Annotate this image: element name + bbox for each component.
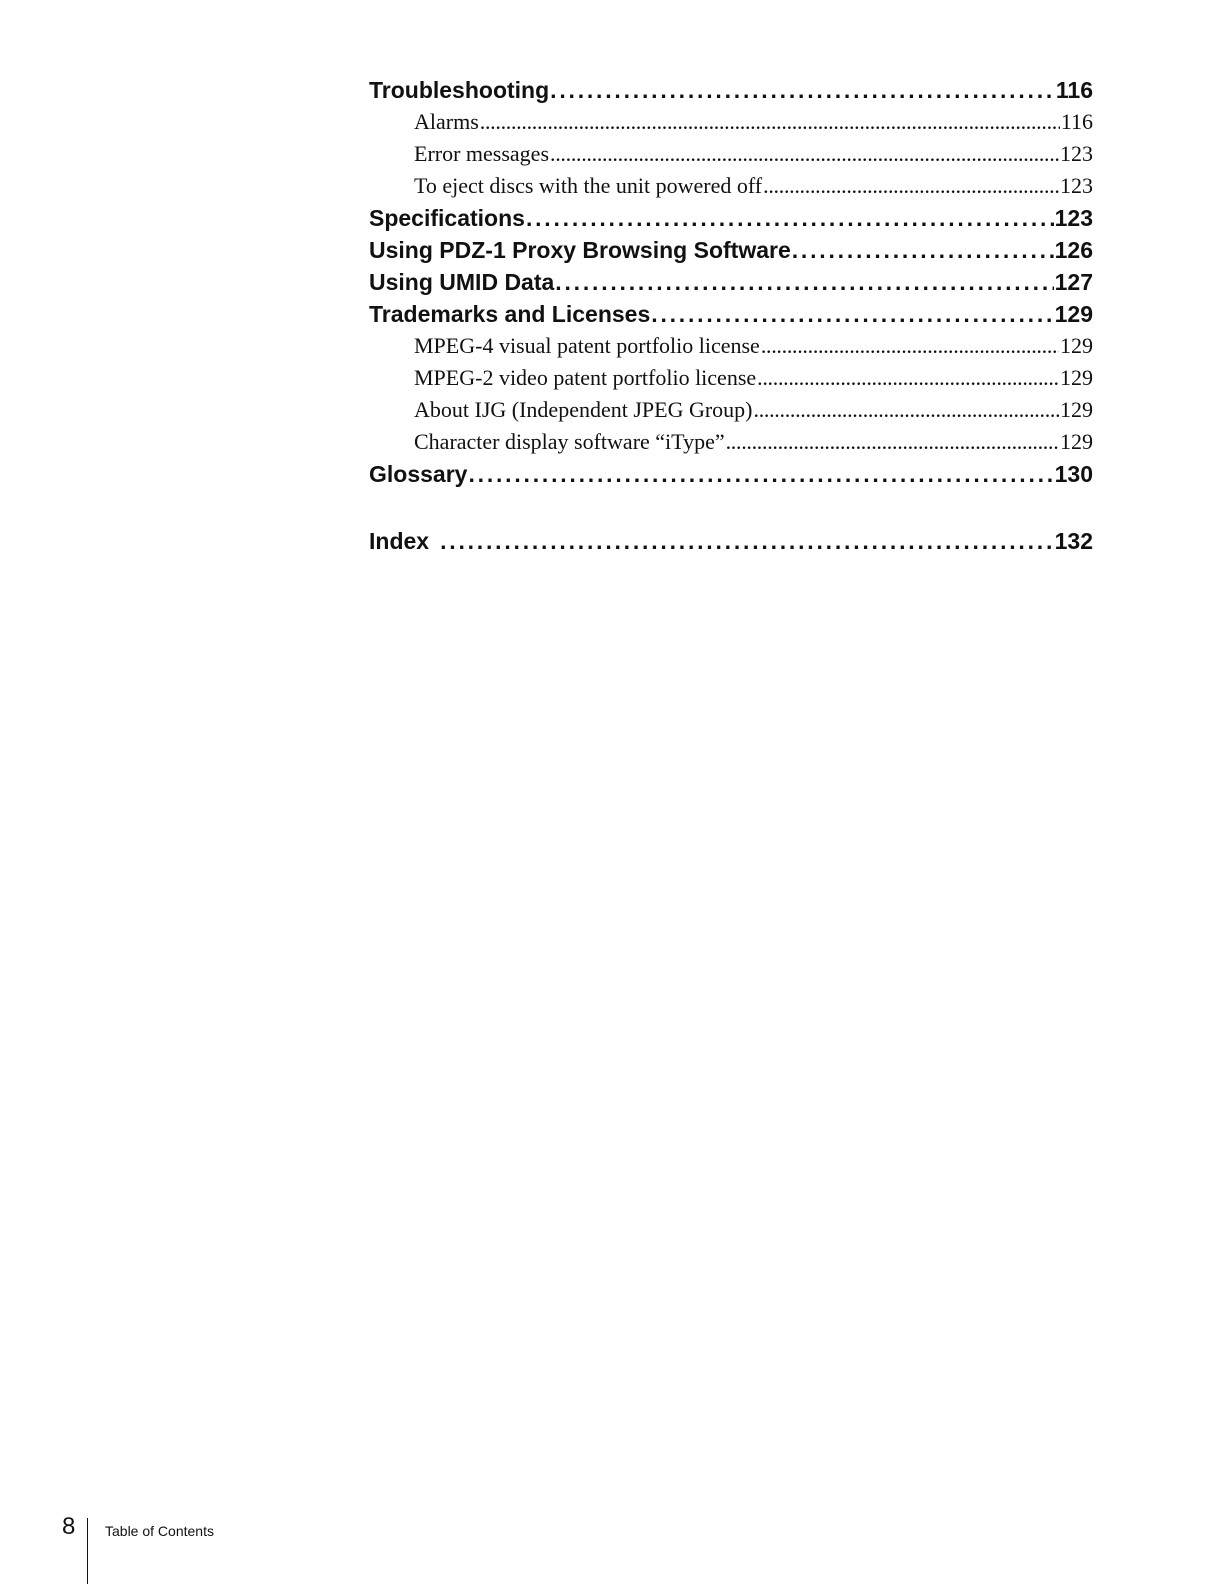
dot-leader <box>651 298 1053 330</box>
footer-divider <box>87 1518 88 1584</box>
toc-entry-title: Error messages <box>414 141 550 166</box>
toc-entry-title: MPEG-2 video patent portfolio license <box>414 365 757 390</box>
toc-entry-title: Using PDZ-1 Proxy Browsing Software <box>369 237 791 263</box>
toc-entry-title: Troubleshooting <box>369 77 550 103</box>
toc-entry-alarms[interactable] <box>369 106 1093 138</box>
dot-leader <box>761 330 1059 362</box>
toc-entry-page: 129 <box>1060 365 1093 390</box>
toc-entry-trademarks[interactable] <box>369 298 1093 330</box>
toc-entry-page: 126 <box>1054 237 1093 263</box>
toc-entry-page: 130 <box>1054 461 1093 487</box>
toc-entry-specifications[interactable] <box>369 202 1093 234</box>
toc-entry-title: Index <box>369 528 430 554</box>
toc-entry-ijg[interactable] <box>369 394 1093 426</box>
page-footer <box>0 1510 1220 1584</box>
dot-leader <box>555 266 1053 298</box>
toc-entry-title: Alarms <box>414 109 479 134</box>
dot-leader <box>763 170 1059 202</box>
toc-entry-title: Trademarks and Licenses <box>369 301 651 327</box>
toc-entry-title: Using UMID Data <box>369 269 555 295</box>
toc-entry-eject-discs[interactable] <box>369 170 1093 202</box>
dot-leader <box>550 74 1055 106</box>
toc-entry-pdz-1[interactable] <box>369 234 1093 266</box>
toc-entry-title: To eject discs with the unit powered off <box>414 173 763 198</box>
dot-leader <box>792 234 1054 266</box>
dot-leader <box>754 394 1060 426</box>
dot-leader <box>757 362 1059 394</box>
toc-entry-page: 129 <box>1054 301 1093 327</box>
toc-entry-title: Glossary <box>369 461 468 487</box>
dot-leader <box>468 458 1053 490</box>
toc-entry-page: 127 <box>1054 269 1093 295</box>
toc-entry-umid-data[interactable] <box>369 266 1093 298</box>
toc-entry-page: 129 <box>1060 397 1093 422</box>
toc-entry-title: MPEG-4 visual patent portfolio license <box>414 333 760 358</box>
toc-entry-page: 123 <box>1054 205 1093 231</box>
toc-entry-index[interactable] <box>369 525 1093 557</box>
toc-entry-itype[interactable] <box>369 426 1093 458</box>
dot-leader <box>526 202 1054 234</box>
toc-entry-page: 123 <box>1060 141 1093 166</box>
toc-entry-page: 123 <box>1060 173 1093 198</box>
toc-entry-page: 129 <box>1060 429 1093 454</box>
dot-leader <box>440 525 1054 557</box>
toc-entry-mpeg-4[interactable] <box>369 330 1093 362</box>
toc-entry-page: 132 <box>1054 528 1093 554</box>
page-number: 8 <box>62 1513 76 1540</box>
footer-section-label: Table of Contents <box>105 1523 214 1539</box>
toc-entry-error-messages[interactable] <box>369 138 1093 170</box>
dot-leader <box>726 426 1059 458</box>
table-of-contents <box>369 74 1093 557</box>
toc-entry-page: 129 <box>1060 333 1093 358</box>
toc-entry-title: Specifications <box>369 205 525 231</box>
toc-entry-title: About IJG (Independent JPEG Group) <box>414 397 753 422</box>
dot-leader <box>550 138 1059 170</box>
toc-entry-mpeg-2[interactable] <box>369 362 1093 394</box>
toc-entry-page: 116 <box>1055 77 1093 103</box>
toc-entry-page: 116 <box>1060 109 1093 134</box>
toc-entry-glossary[interactable] <box>369 458 1093 490</box>
dot-leader <box>480 106 1060 138</box>
toc-entry-title: Character display software “iType” <box>414 429 725 454</box>
toc-entry-troubleshooting[interactable] <box>369 74 1093 106</box>
